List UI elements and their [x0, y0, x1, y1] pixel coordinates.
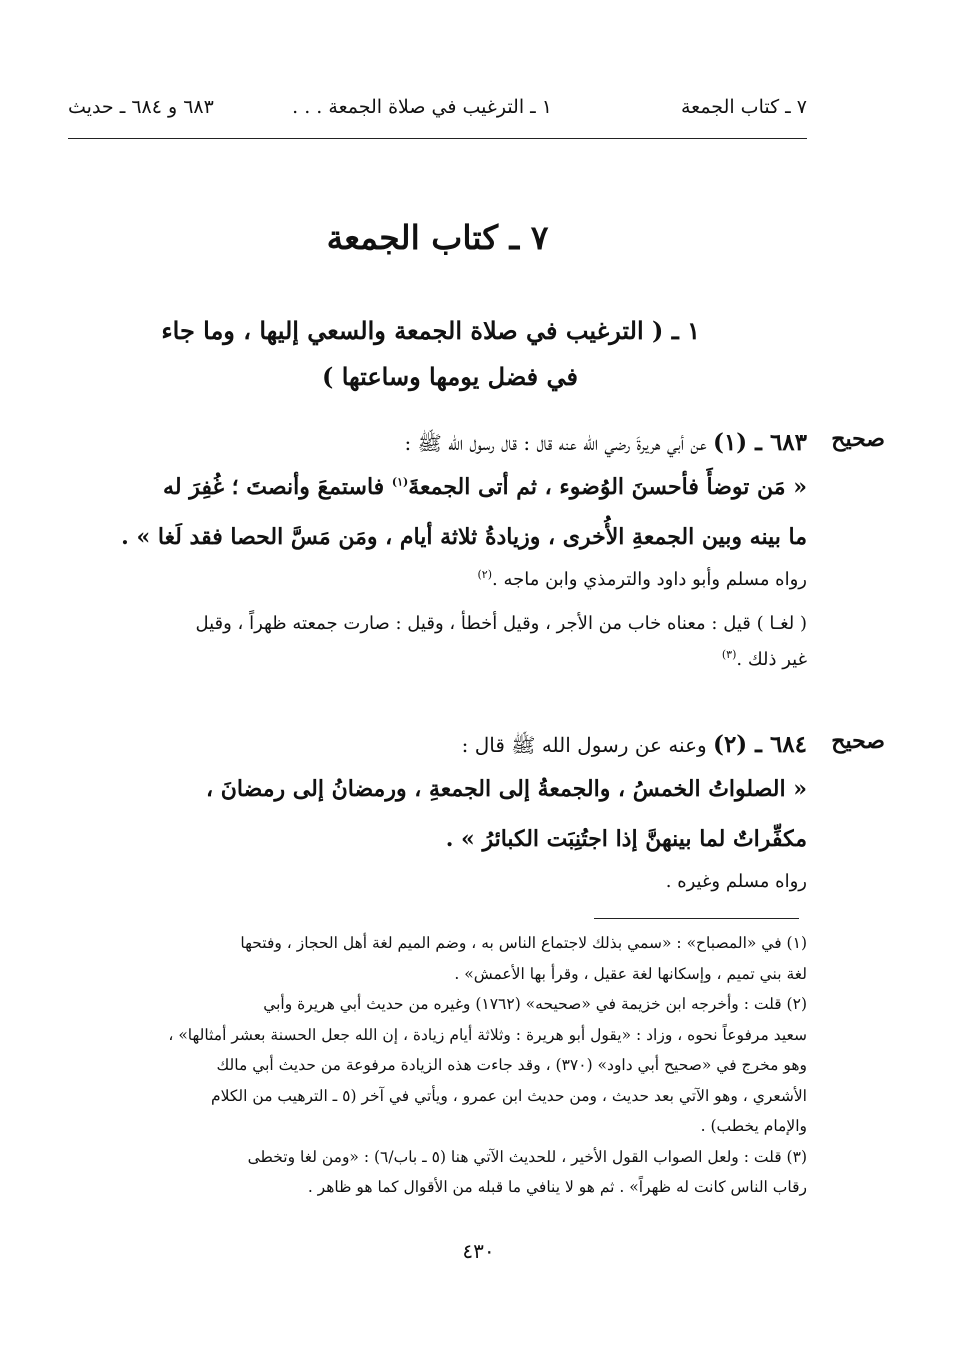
footnote-line: (٢) قلت : وأخرجه ابن خزيمة في «صحيحه» (١٧٦٢) وغيره من حديث أبي هريرة وأبي: [263, 995, 807, 1013]
footnote-line: (٣) قلت : ولعل الصواب القول الأخير ، للحديث الآتي هنا (٥ ـ باب/٦) : «ومن لغا وتخطى: [247, 1147, 807, 1166]
footnote-3: [68, 1142, 807, 1203]
hadith-heading: [68, 726, 807, 764]
word-note-line: [68, 642, 807, 678]
footnote-marker[interactable]: (٣): [721, 648, 737, 661]
hadith-text: [68, 462, 807, 562]
hadith-intro: عن أبي هريرةَ رضي الله عنه قال : قال رسول الله ﷺ :: [404, 431, 707, 455]
grade-label: صحيح: [831, 426, 885, 452]
word-note: [68, 606, 807, 678]
hadith-source: رواه مسلم وغيره .: [665, 871, 807, 892]
hadith-text-line: ما بينه وبين الجمعةِ الأُخرى ، وزيادةُ ثلاثة أيام ، ومَن مَسَّ الحصا فقد لَغا » .: [121, 524, 807, 550]
book-title: ٧ ـ كتاب الجمعة: [326, 218, 549, 257]
grade-label: صحيح: [831, 728, 885, 754]
hadith-684: [68, 726, 807, 900]
hadith-number: ٦٨٤ ـ (٢): [713, 731, 807, 758]
hadith-text-line: [68, 462, 807, 512]
footnote-2: [68, 989, 807, 1142]
header-hadith-range: ٦٨٣ و ٦٨٤ ـ حديث: [68, 96, 214, 118]
footnotes: [68, 928, 807, 1203]
hadith-source: [68, 562, 807, 598]
footnote-line: سعيد مرفوعاً نحوه ، وزاد : «يقول أبو هريرة : وثلاثة أيام زيادة ، إن الله جعل الحسنة بعشر أمثالها» ،: [168, 1025, 807, 1044]
word-note-text: غير ذلك .: [736, 649, 807, 670]
hadith-683: [68, 424, 807, 678]
header-rule: [68, 138, 807, 139]
footnote-line: والإمام يخطب) .: [700, 1117, 807, 1135]
hadith-text-line: « الصلواتُ الخمسُ ، والجمعةُ إلى الجمعةِ ، ورمضانُ إلى رمضانَ ،: [206, 776, 807, 802]
source-text: رواه مسلم وأبو داود والترمذي وابن ماجه .: [492, 569, 807, 590]
footnote-rule: [594, 918, 799, 919]
hadith-text-segment: « مَن توضأَ فأحسنَ الوُضوء ، ثم أتى الجمعةَ: [408, 474, 807, 500]
hadith-text: [68, 764, 807, 864]
footnote-line: رقاب الناس كانت له ظهراً» . ثم هو لا ينافي ما قبله من الأقوال كما هو ظاهر .: [307, 1178, 807, 1196]
chapter-title: [161, 308, 700, 400]
hadith-text-segment: فاستمعَ وأنصتَ ؛ غُفِرَ له: [163, 474, 392, 500]
hadith-text-line: مكفِّراتٌ لما بينهنَّ إذا اجتُنِبَت الكبائرُ » .: [445, 826, 807, 852]
chapter-title-line: ١ ـ ( الترغيب في صلاة الجمعة والسعي إليها ، وما جاء: [161, 316, 700, 345]
footnote-marker[interactable]: (١): [391, 475, 409, 489]
footnote-line: الأشعري ، وهو الآتي بعد حديث ، ومن حديث ابن عمرو ، ويأتي في آخر (٥ ـ الترهيب من الكلام: [211, 1086, 807, 1105]
hadith-number: ٦٨٣ ـ (١): [713, 429, 807, 456]
header-book-name: ٧ ـ كتاب الجمعة: [680, 96, 807, 118]
footnote-1: [68, 928, 807, 989]
footnote-marker[interactable]: (٢): [477, 568, 493, 581]
header-chapter-name: ١ ـ الترغيب في صلاة الجمعة . . .: [292, 96, 552, 118]
footnote-line: لغة بني تميم ، وإسكانها لغة عقيل ، وقرأ بها الأعمش» .: [454, 964, 807, 983]
hadith-heading: [68, 424, 807, 462]
footnote-line: وهو مخرج في «صحيح أبي داود» (٣٧٠) ، وقد جاءت هذه الزيادة مرفوعة من حديث أبي مالك: [216, 1056, 807, 1074]
chapter-title-line: في فضل يومها وساعتها ): [322, 362, 578, 391]
word-note-line: ( لغـا ) قيل : معناه خاب من الأجر ، وقيل أخطأ ، وقيل : صارت جمعته ظهراً ، وقيل: [195, 613, 807, 634]
hadith-intro: وعنه عن رسول الله ﷺ قال :: [461, 733, 707, 757]
page-number: ٤٣٠: [462, 1239, 495, 1263]
footnote-line: (١) في «المصباح» : «سمي بذلك لاجتماع الناس به ، وضم الميم لغة أهل الحجاز ، وفتحها: [240, 934, 807, 952]
running-header: [68, 92, 807, 122]
